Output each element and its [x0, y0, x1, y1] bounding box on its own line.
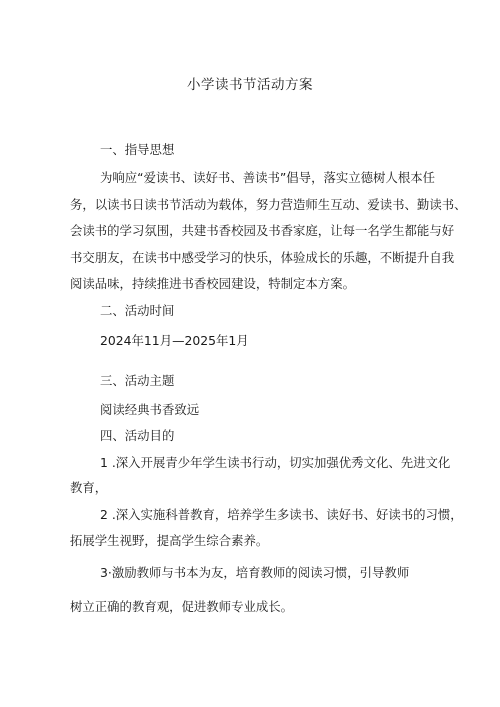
goal-item-1-line2: 教育， [70, 480, 108, 495]
goal-item-2-line2: 拓展学生视野，提高学生综合素养。 [70, 533, 269, 548]
page-title: 小学读书节活动方案 [187, 77, 313, 93]
activity-theme: 阅读经典书香致远 [100, 402, 200, 417]
paragraph-line: 为响应“爱读书、读好书、善读书”倡导，落实立德树人根本任 [100, 170, 435, 185]
section-heading-goals: 四、活动目的 [100, 428, 175, 443]
goal-item-3-line1 [100, 565, 410, 581]
paragraph-line: 书交朋友，在读书中感受学习的快乐，体验成长的乐趣，不断提升自我 [70, 250, 455, 265]
goal-item-3-number: 3 [100, 565, 108, 580]
section-heading-time: 二、活动时间 [100, 303, 175, 318]
section-heading-guiding: 一、指导思想 [100, 142, 175, 157]
paragraph-line: 会读书的学习氛围，共建书香校园及书香家庭，让每一名学生都能与好 [70, 223, 455, 238]
goal-item-3-text: ·激励教师与书本为友，培育教师的阅读习惯，引导教师 [107, 565, 410, 580]
activity-time: 2024年11月—2025年1月 [100, 333, 249, 348]
goal-item-2-line1: 2 .深入实施科普教育，培养学生多读书、读好书、好读书的习惯， [100, 507, 463, 522]
goal-item-1-line1: 1 .深入开展青少年学生读书行动，切实加强优秀文化、先进文化 [100, 455, 451, 470]
paragraph-line: 阅读品味，持续推进书香校园建设，特制定本方案。 [70, 276, 355, 291]
goal-item-3-line2: 树立正确的教育观，促进教师专业成长。 [70, 599, 294, 614]
paragraph-line: 务，以读书日读书节活动为载体，努力营造师生互动、爱读书、勤读书、 [70, 197, 467, 212]
section-heading-theme: 三、活动主题 [100, 373, 175, 388]
